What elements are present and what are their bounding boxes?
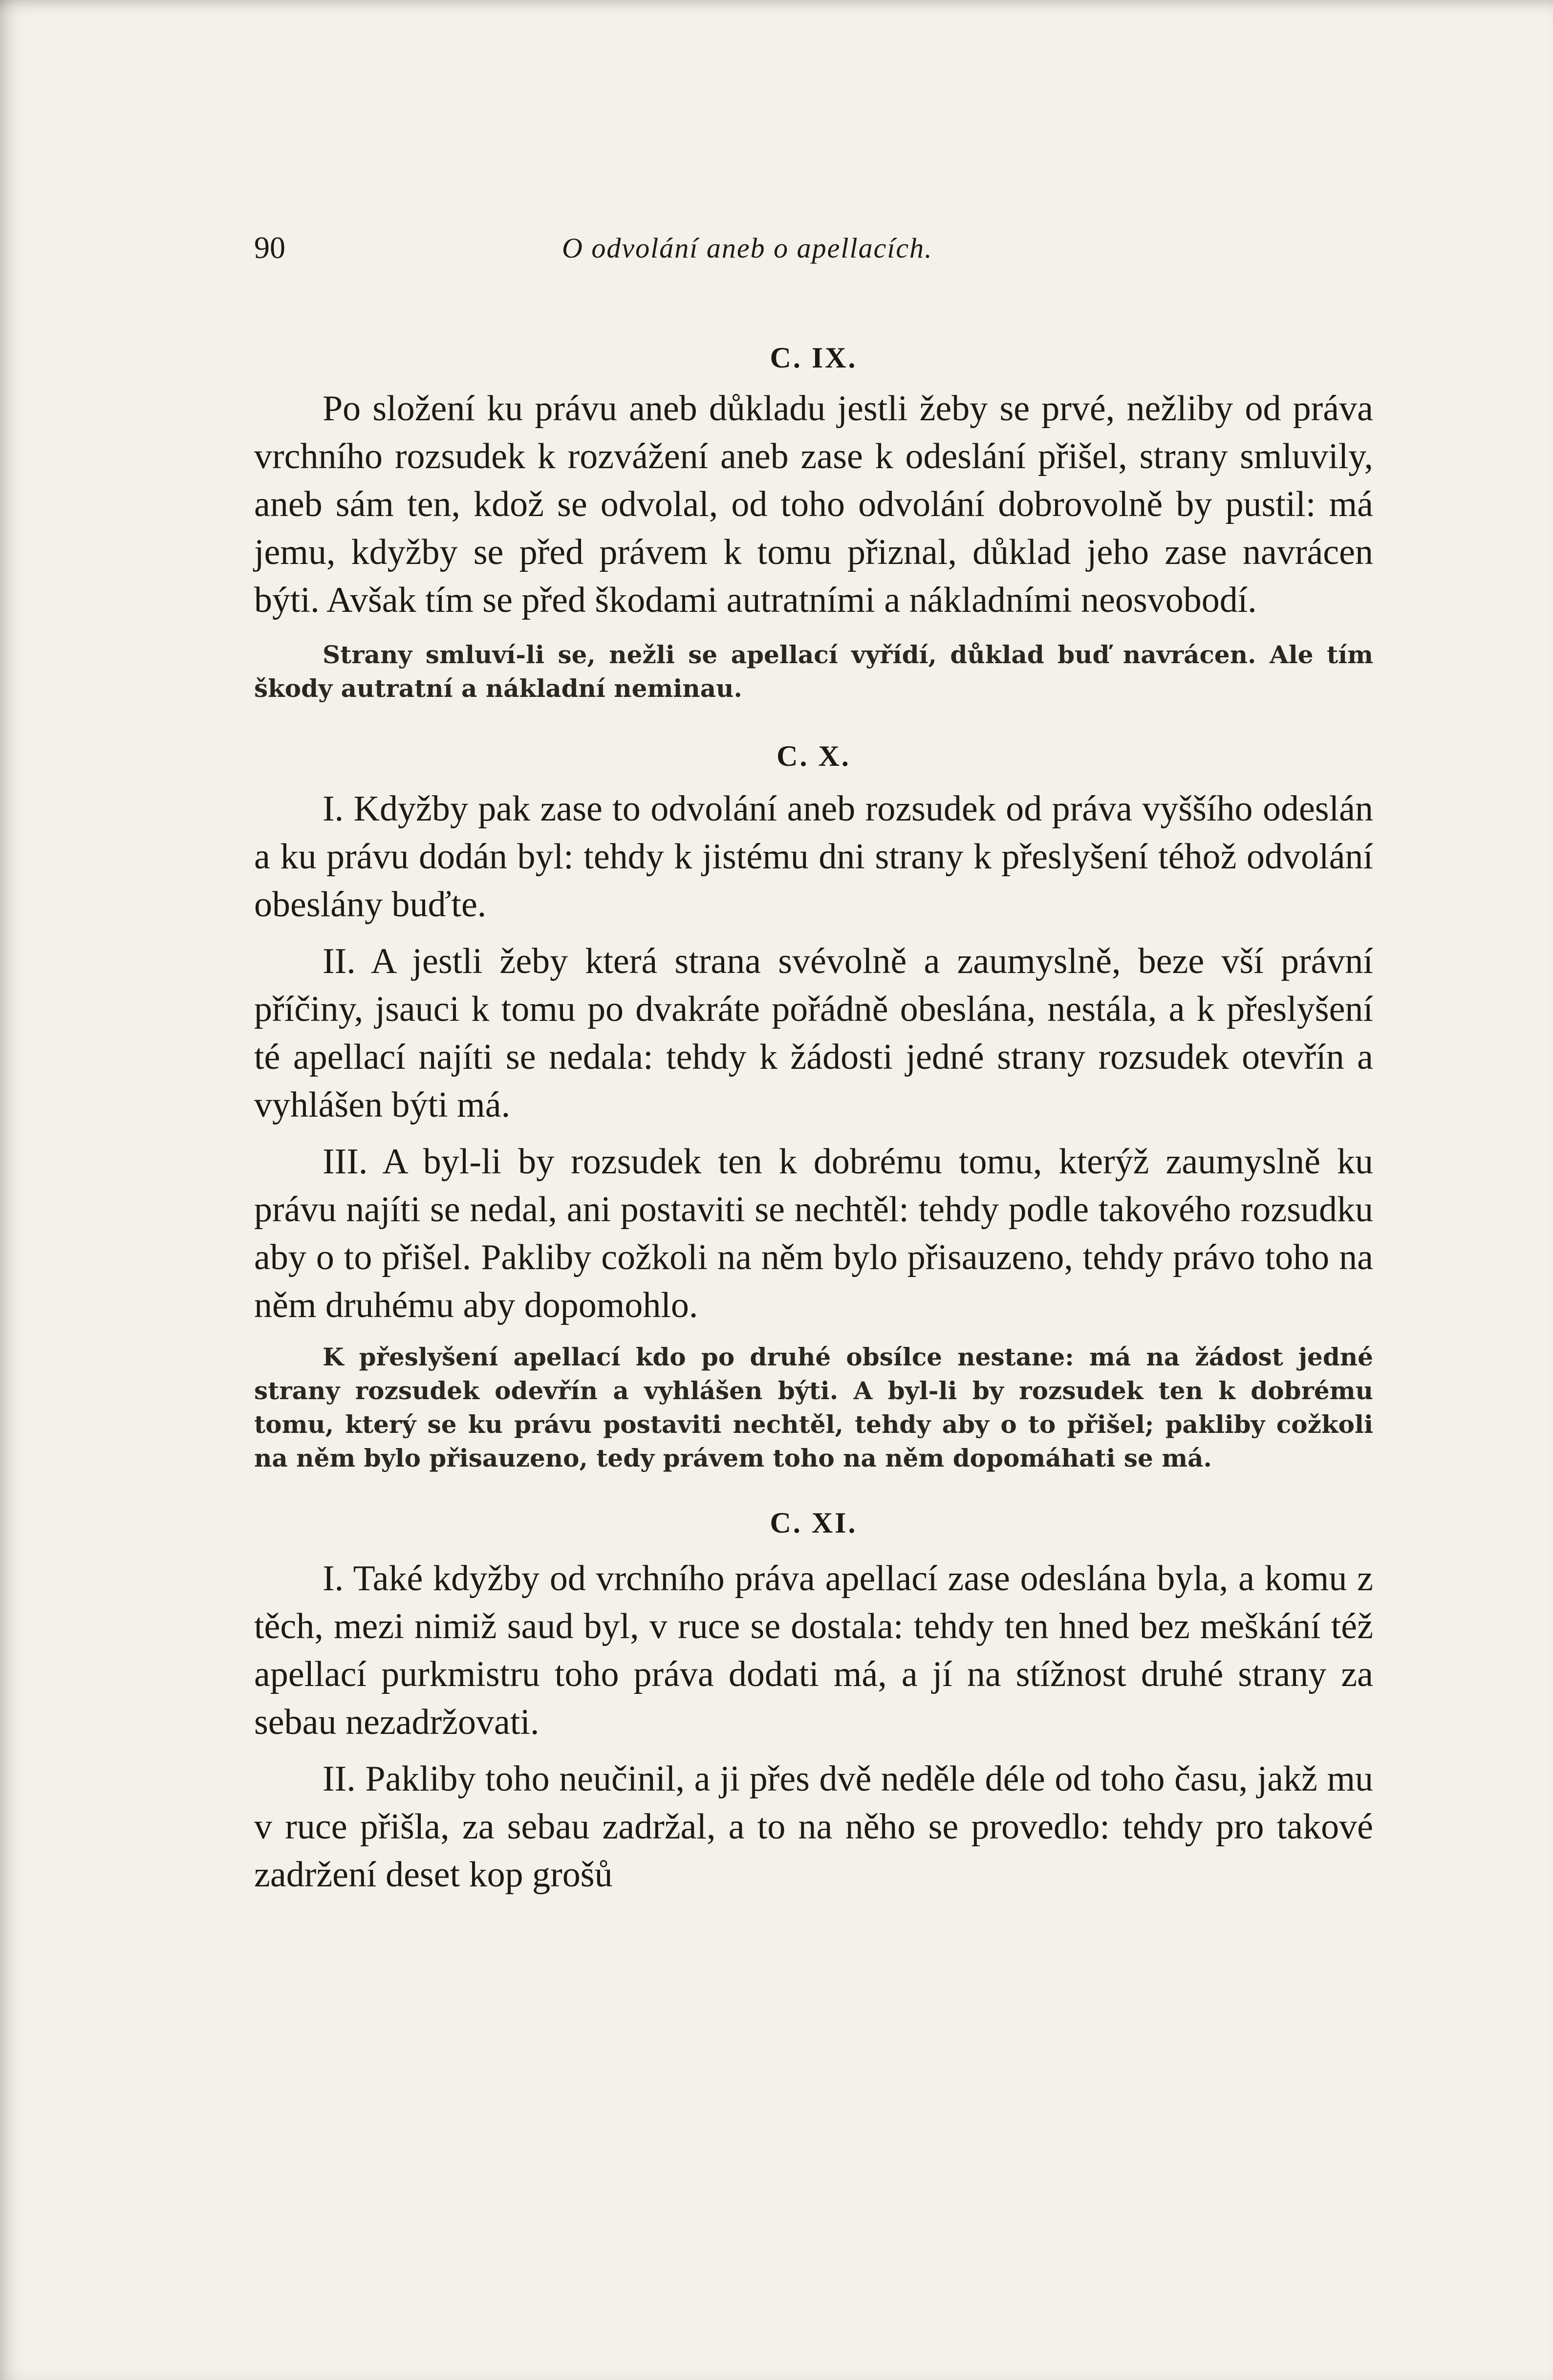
section-heading: C. IX. (770, 342, 858, 374)
paragraph: I. Kdyžby pak zase to odvolání aneb rozsudek od práva vyššího odeslán a ku právu dodán byl: tehdy k jistému dni strany k přeslyšení téhož odvolání obeslány buďte. (254, 789, 1373, 925)
summary-note: Strany smluví-li se, nežli se apellací vyřídí, důklad buď navrácen. Ale tím škody autratní a nákladní neminau. (254, 640, 1373, 703)
paragraph: II. Pakliby toho neučinil, a ji přes dvě neděle déle od toho času, jakž mu v ruce přišla, za sebau zadržal, a to na něho se provedlo: tehdy pro takové zadržení deset kop grošů (254, 1759, 1373, 1895)
paragraph: III. A byl-li by rozsudek ten k dobrému tomu, kterýž zaumyslně ku právu najíti se nedal, ani postaviti se nechtěl: tehdy podle takového rozsudku aby o to přišel. Pakliby cožkoli na něm bylo přisauzeno, tehdy právo toho na něm druhému aby dopomohlo. (254, 1142, 1373, 1325)
page-number: 90 (254, 230, 285, 265)
running-title: O odvolání aneb o apellacích. (562, 232, 933, 264)
summary-note: K přeslyšení apellací kdo po druhé obsílce nestane: má na žádost jedné strany rozsudek odevřín a vyhlášen býti. A byl-li by rozsudek ten k dobrému tomu, který se ku právu postaviti nechtěl, tehdy aby o to přišel; pakliby cožkoli na něm bylo přisauzeno, tedy právem toho na něm dopomáhati se má. (254, 1342, 1373, 1472)
page-header (254, 230, 1373, 283)
section-heading: C. X. (776, 740, 851, 772)
paragraph: I. Také kdyžby od vrchního práva apellací zase odeslána byla, a komu z těch, mezi nimiž saud byl, v ruce se dostala: tehdy ten hned bez meškání též apellací purkmistru toho práva dodati má, a jí na stížnost druhé strany za sebau nezadržovati. (254, 1558, 1373, 1742)
paragraph: II. A jestli žeby která strana svévolně a zaumyslně, beze vší právní příčiny, jsauci k tomu po dvakráte pořádně obeslána, nestála, a k přeslyšení té apellací najíti se nedala: tehdy k žádosti jedné strany rozsudek otevřín a vyhlášen býti má. (254, 941, 1373, 1125)
section-heading: C. XI. (770, 1507, 858, 1539)
paragraph: Po složení ku právu aneb důkladu jestli žeby se prvé, nežliby od práva vrchního rozsudek k rozvážení aneb zase k odeslání přišel, strany smluvily, aneb sám ten, kdož se odvolal, od toho odvolání dobrovolně by pustil: má jemu, kdyžby se před právem k tomu přiznal, důklad jeho zase navrácen býti. Avšak tím se před škodami autratními a nákladními neosvobodí. (254, 389, 1373, 620)
book-page (254, 230, 1373, 1899)
